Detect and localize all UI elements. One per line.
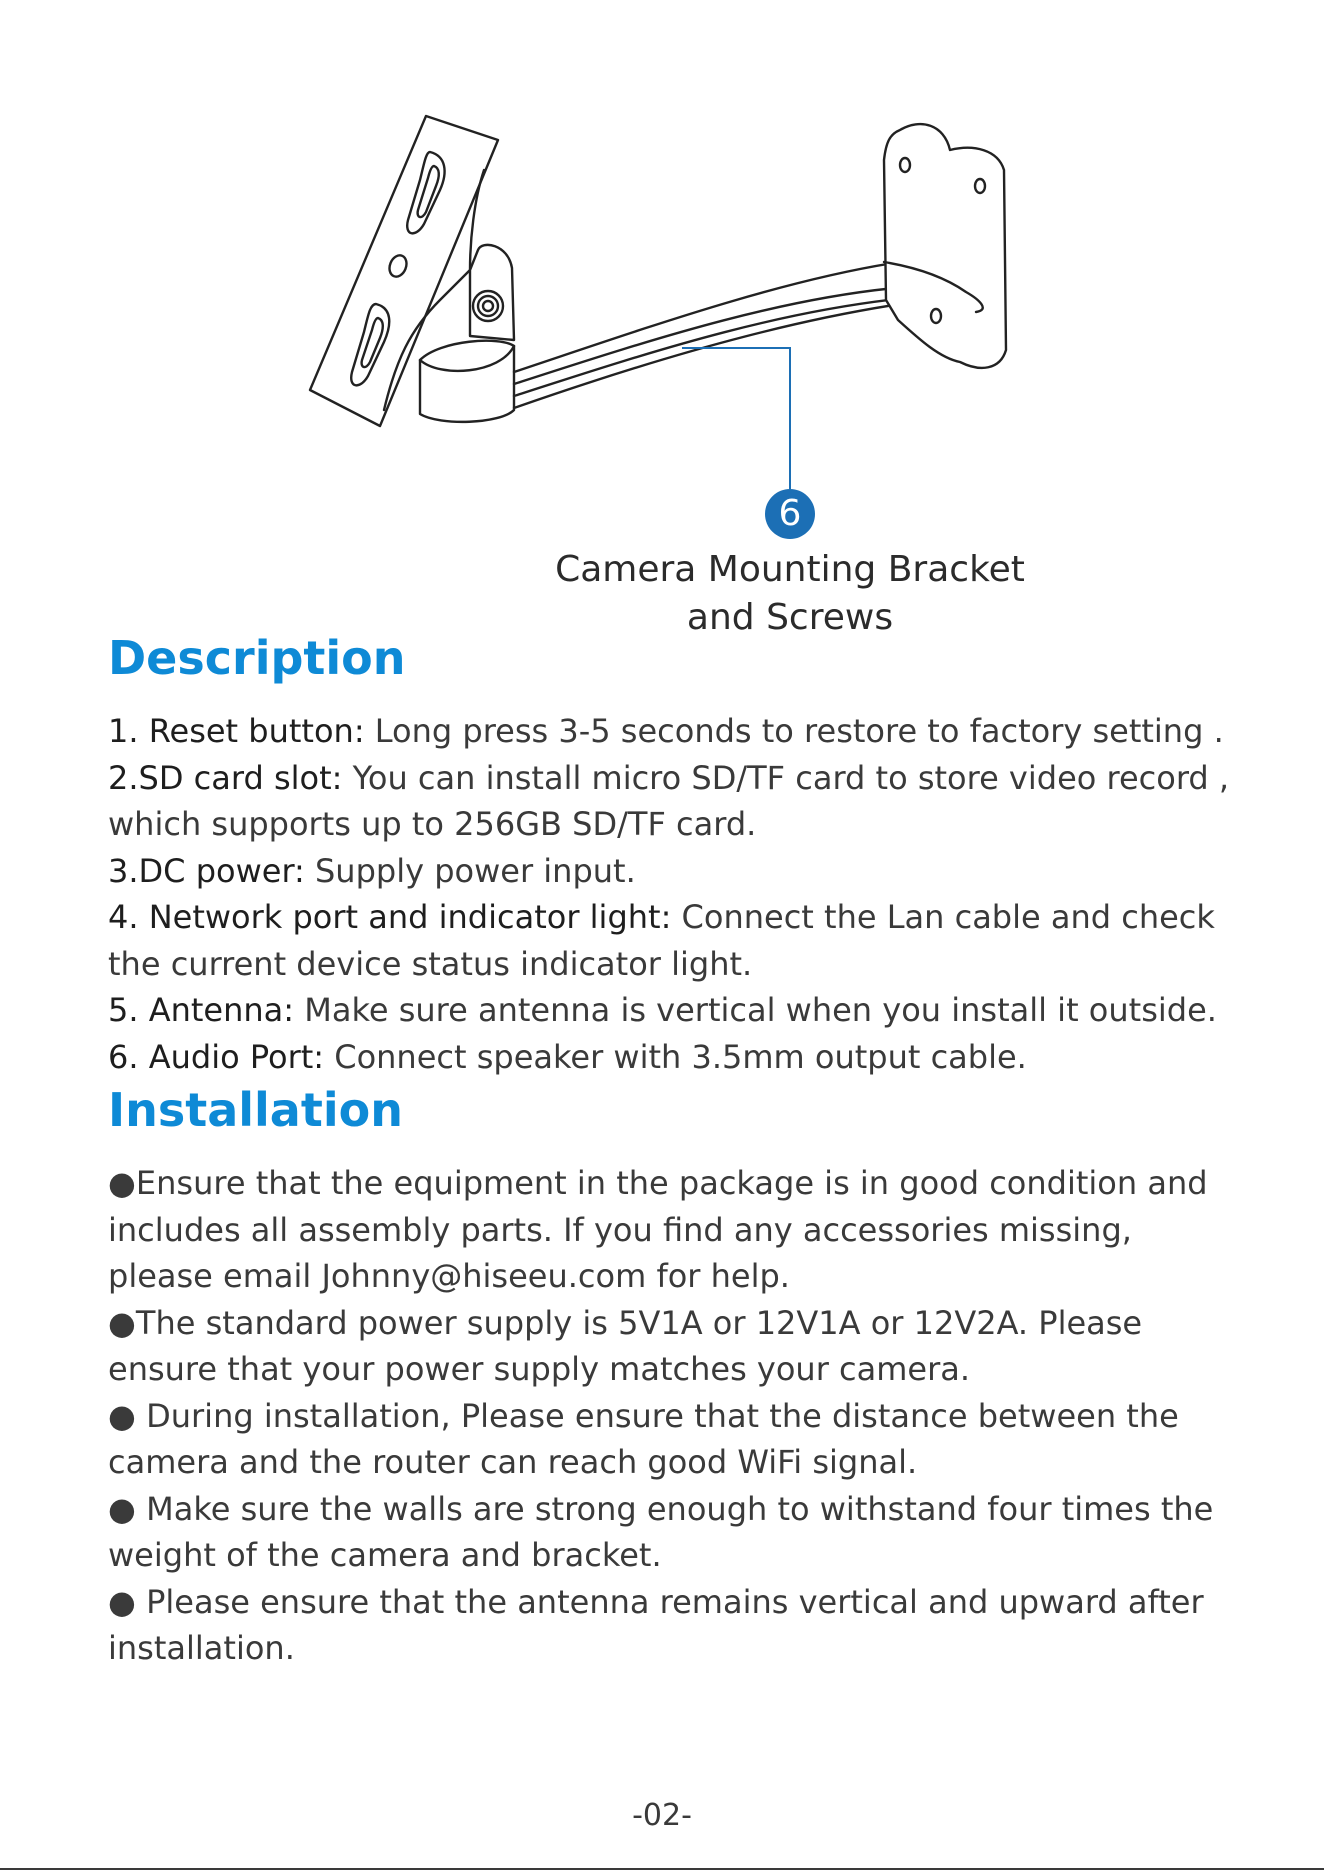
callout-caption-line2: and Screws [686,597,894,638]
description-list [108,708,1238,1080]
callout-caption-line1: Camera Mounting Bracket [555,549,1025,590]
item-term: 6. Audio Port: [108,1037,325,1076]
installation-heading: Installation [108,1083,403,1137]
item-text: Long press 3-5 seconds to restore to factory setting . [364,712,1224,750]
callout-badge-6: 6 [765,489,815,539]
item-term: 2.SD card slot: [108,758,343,797]
installation-item-power-supply: ●The standard power supply is 5V1A or 12V1A or 12V2A. Please ensure that your power supply matches your camera. [108,1303,1143,1388]
installation-item-package-check: ●Ensure that the equipment in the package is in good condition and includes all assembly parts. If you find any accessories missing, please email Johnny@hiseeu.com for help. [108,1164,1208,1295]
installation-list [108,1160,1238,1672]
description-heading: Description [108,631,406,685]
item-text: You can install micro SD/TF card to store video record , which supports up to 256GB SD/TF card. [108,758,1230,843]
page-number: -02- [632,1798,692,1833]
manual-content [108,628,1238,1672]
item-text: Connect the Lan cable and check the current device status indicator light. [108,898,1215,983]
bracket-base [420,341,514,422]
description-item-sd-card-slot [108,755,1238,848]
installation-item-antenna-vertical: ● Please ensure that the antenna remains vertical and upward after installation. [108,1582,1204,1667]
item-term: 5. Antenna: [108,991,295,1029]
bottom-rule [0,1868,1324,1870]
description-item-network-port [108,894,1238,987]
item-text: Connect speaker with 3.5mm output cable. [324,1037,1027,1076]
item-text: Supply power input. [304,851,636,890]
item-term: 4. Network port and indicator light: [108,898,672,936]
installation-item-wifi-distance: ● During installation, Please ensure that the distance between the camera and the router can reach good WiFi signal. [108,1396,1179,1481]
description-item-reset-button [108,708,1238,755]
description-item-audio-port [108,1034,1238,1081]
callout-leader-line [682,348,790,489]
item-term: 1. Reset button: [108,712,365,750]
mounting-bracket-illustration [0,0,1324,640]
item-term: 3.DC power: [108,851,305,890]
item-text: Make sure antenna is vertical when you install it outside. [294,991,1217,1029]
installation-item-wall-strength: ● Make sure the walls are strong enough to withstand four times the weight of the camera and bracket. [108,1489,1214,1574]
description-item-antenna [108,987,1238,1034]
description-item-dc-power [108,848,1238,895]
